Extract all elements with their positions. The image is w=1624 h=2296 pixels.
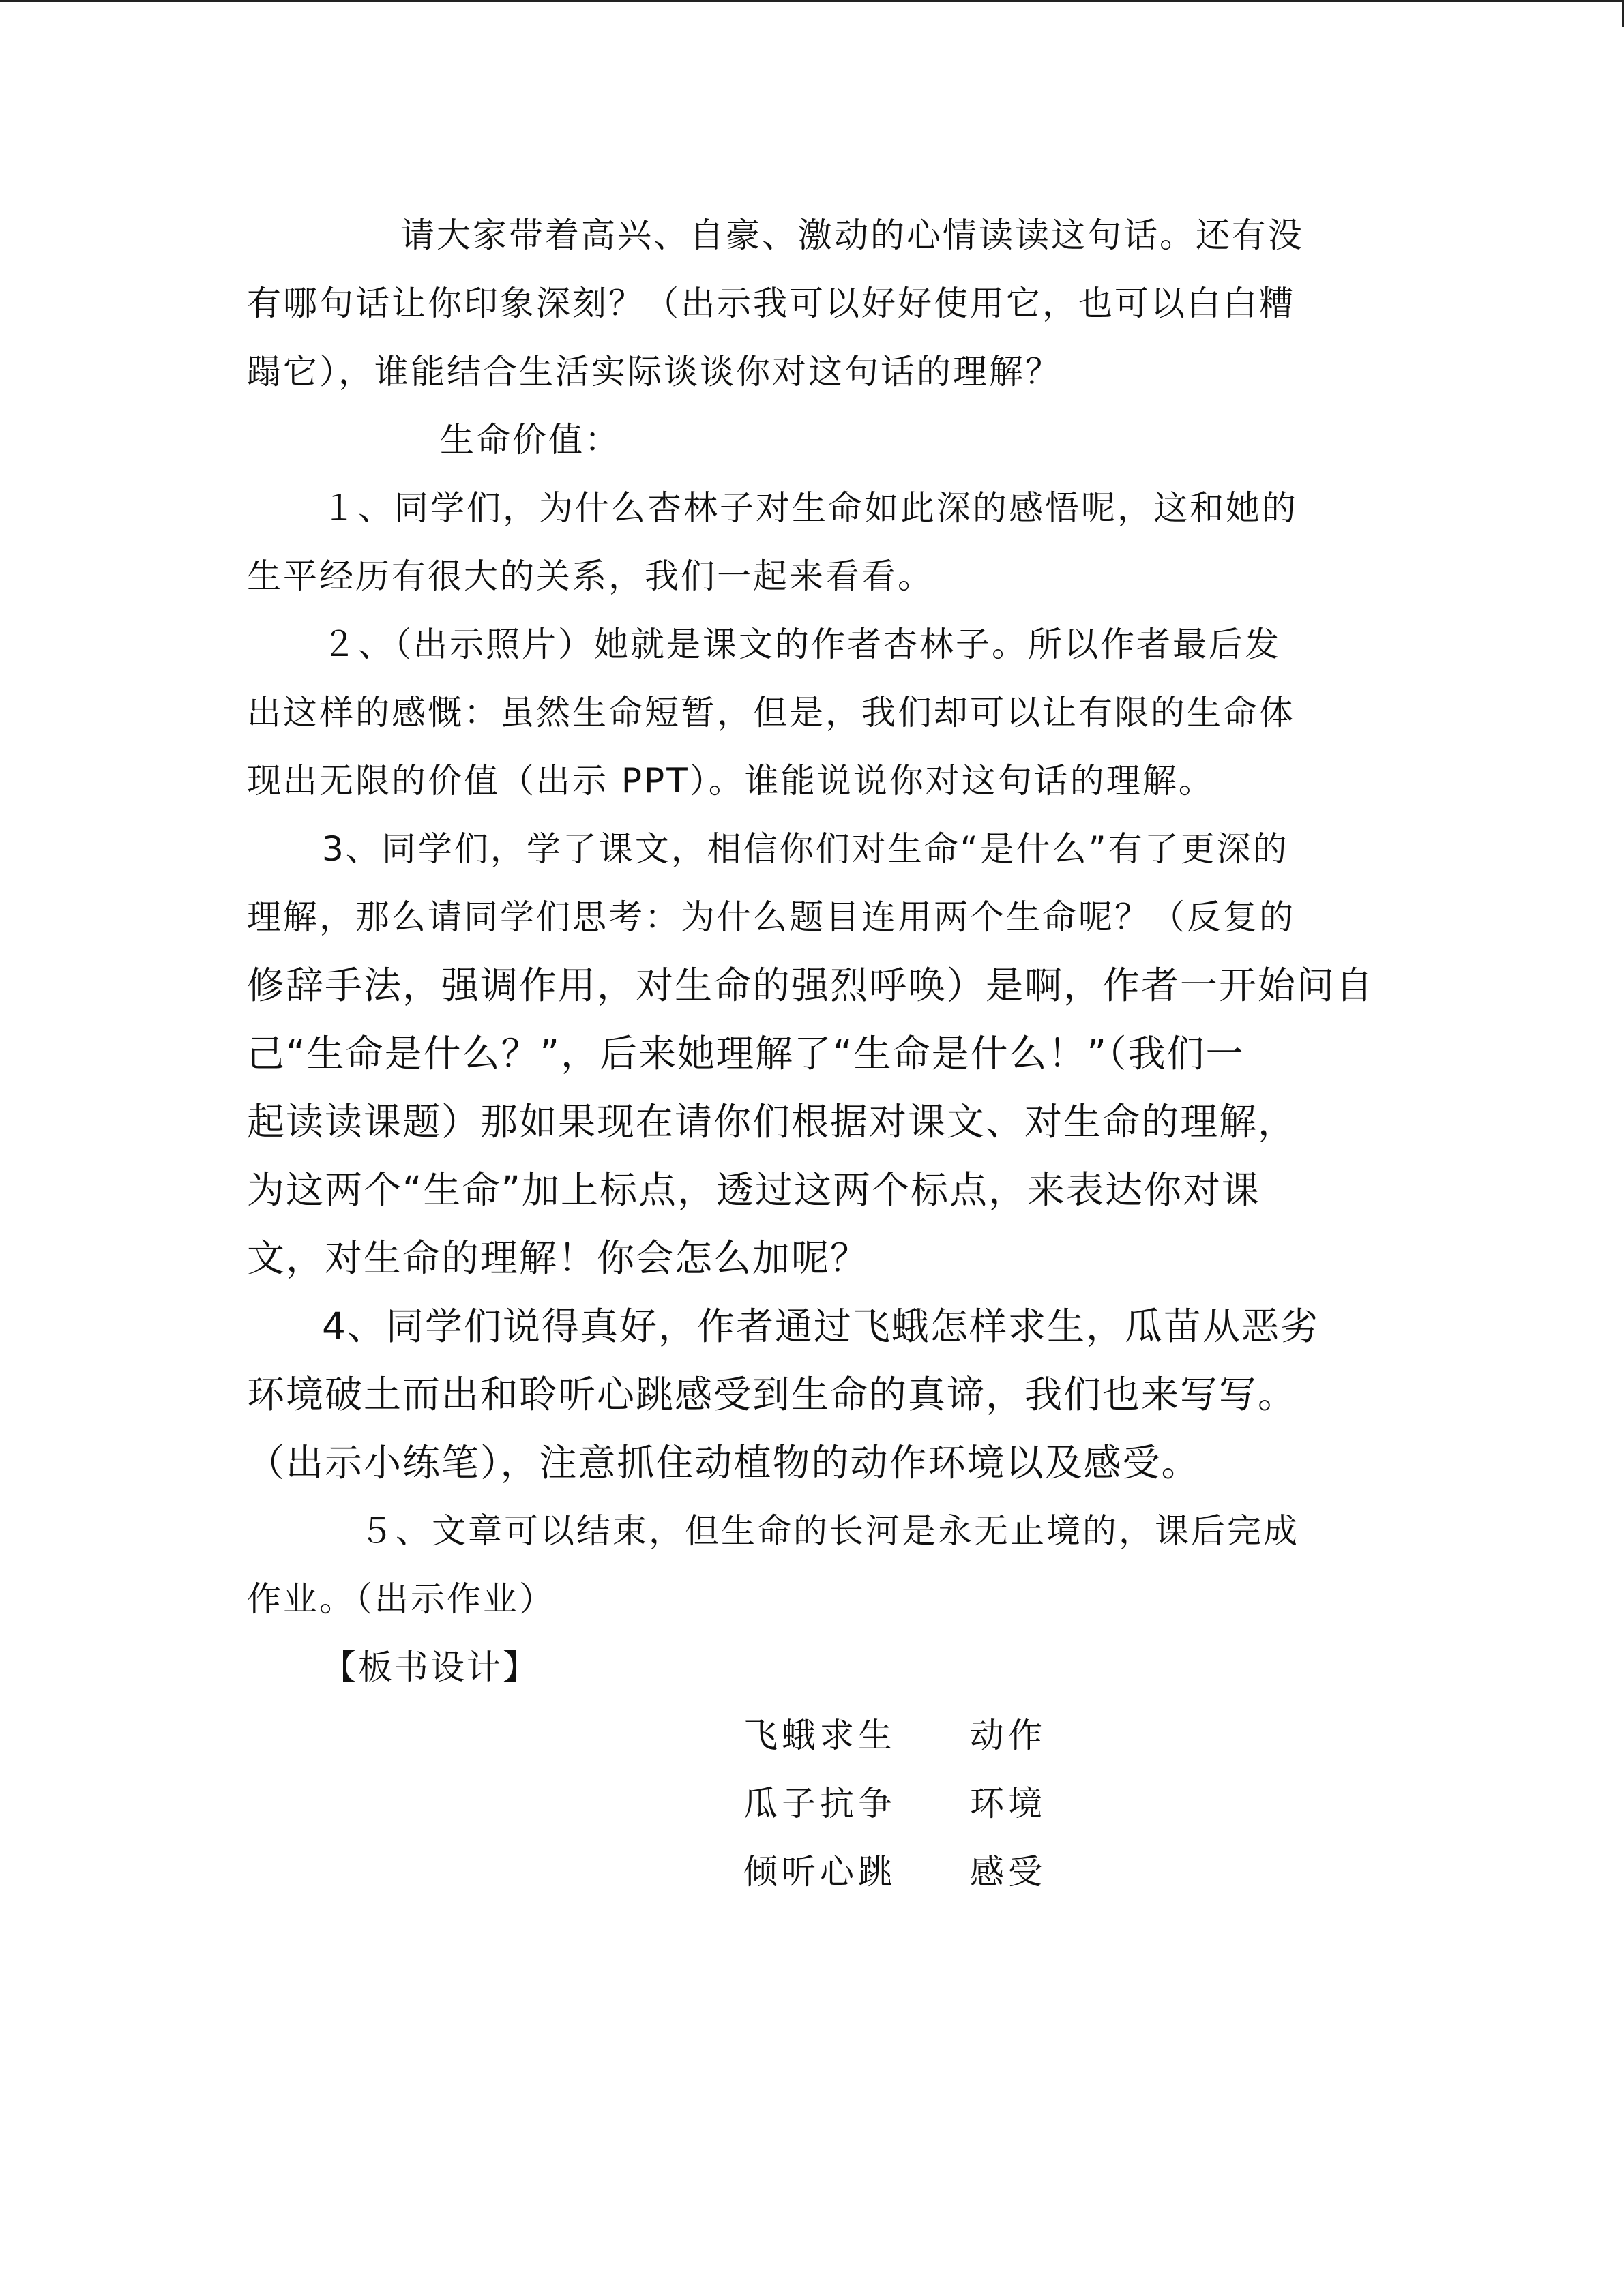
paragraph-line: 修辞手法，强调作用，对生命的强烈呼唤）是啊，作者一开始问自 [247,964,1375,1007]
paragraph-line: 起读读课题）那如果现在请你们根据对课文、对生命的理解， [247,1100,1297,1144]
paragraph-line: 蹋它），谁能结合生活实际谈谈你对这句话的理解？ [247,352,1061,391]
paragraph-line: 己“生命是什么？”，后来她理解了“生命是什么！”（我们一 [247,1032,1245,1075]
paragraph-line: （出示小练笔），注意抓住动植物的动作环境以及感受。 [247,1441,1200,1485]
paragraph-line: ２、（出示照片）她就是课文的作者杏林子。所以作者最后发 [322,625,1281,664]
paragraph-line: 出这样的感慨：虽然生命短暂，但是，我们却可以让有限的生命体 [247,693,1295,732]
paragraph-line: 4、同学们说得真好，作者通过飞蛾怎样求生，瓜苗从恶劣 [322,1304,1319,1348]
paragraph-line: 生平经历有很大的关系，我们一起来看看。 [247,556,934,596]
paragraph-line: 为这两个“生命”加上标点，透过这两个标点，来表达你对课 [247,1168,1260,1212]
board-row-left: 飞蛾求生 [743,1716,896,1755]
section-heading: 生命价值： [440,420,621,460]
board-row-right: 动作 [970,1716,1046,1755]
paragraph-line: 文，对生命的理解！你会怎么加呢？ [247,1236,870,1280]
paragraph-line: 环境破土而出和聆听心跳感受到生命的真谛，我们也来写写。 [247,1373,1297,1416]
board-row-left: 瓜子抗争 [743,1784,896,1823]
paragraph-line: 有哪句话让你印象深刻？（出示我可以好好使用它，也可以白白糟 [247,284,1295,323]
page-top-border [0,0,1624,2]
board-row-right: 感受 [970,1852,1046,1892]
board-row-right: 环境 [970,1784,1046,1823]
paragraph-line: １、同学们，为什么杏林子对生命如此深的感悟呢，这和她的 [322,488,1298,528]
paragraph-line: 3、同学们，学了课文，相信你们对生命“是什么”有了更深的 [322,829,1289,869]
board-row-left: 倾听心跳 [743,1852,896,1892]
board-design-heading: 【板书设计】 [322,1648,539,1687]
paragraph-line: 请大家带着高兴、自豪、激动的心情读读这句话。还有没 [400,215,1304,255]
paragraph-line: 现出无限的价值（出示 PPT）。谁能说说你对这句话的理解。 [247,761,1215,801]
paragraph-line: ５、文章可以结束，但生命的长河是永无止境的，课后完成 [359,1511,1299,1551]
paragraph-line: 作业。（出示作业） [247,1579,555,1619]
paragraph-line: 理解，那么请同学们思考：为什么题目连用两个生命呢？（反复的 [247,897,1295,937]
